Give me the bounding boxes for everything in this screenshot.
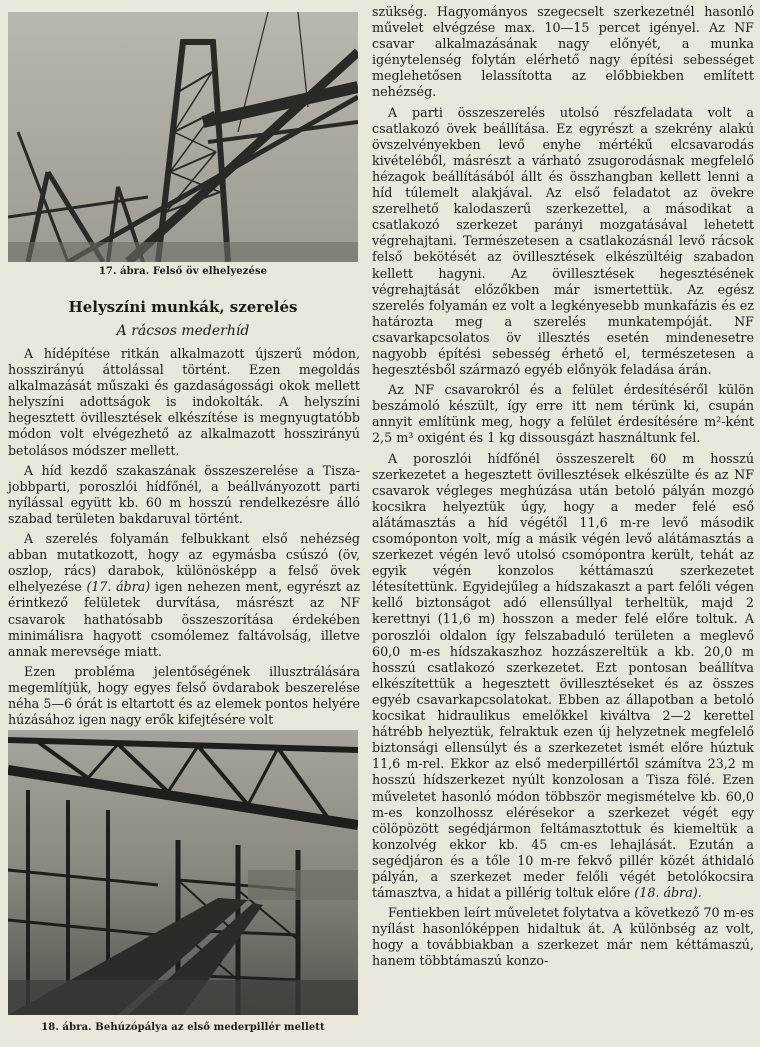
section-heading: Helyszíni munkák, szerelés bbox=[68, 298, 298, 316]
right-column bbox=[370, 0, 756, 1047]
paragraph-text: igen nehezen ment, egyrészt az érintkező felületek durvítása, másrészt az NF csavarok hathatósabb összeszorítása érdekében minimálisra hagyott csomólemez faltávolság, illetve annak merevsége miatt. bbox=[8, 579, 360, 659]
figure-reference: (17. ábra) bbox=[86, 579, 151, 595]
figure-17-photo bbox=[8, 12, 358, 262]
paragraph: A parti összeszerelés utolsó részfeladata volt a csatlakozó övek beállítása. Ez egyrészt a szekrény alakú övszelvényekben levő enyhe mértékű elcsavarodás kivételéből, másrészt a várható zsugorodásnak megfelelő hézagok beállításából állt és összhangban kellett lenni a híd túlemelt alakjával. Az első feladatot az övekre szerelhető kalodaszerű szerkezettel, a másodikat a csatlakozó szerkezet parányi mozgatásával lehetett végrehajtani. Természetesen a csatlakozásnál levő rácsok felső bekötését az övillesztések elkészültéig szabadon kellett hagyni. Az övillesztések hegesztésének végrehajtását előzőkben már ismertettük. Az egész szerelés folyamán ez volt a legkényesebb munkafázis és ez határozta meg a szerelés munkatempóját. NF csavarkapcsolatos öv illesztés esetén mindenesetre nagyobb építési sebesség érhető el, természetesen a hegesztésből származó egyéb előnyök feladása árán. bbox=[372, 104, 754, 378]
paragraph: Ezen probléma jelentőségének illusztrálására megemlítjük, hogy egyes felső övdarabok beszerelése néha 5—6 órát is eltartott és az elemek pontos helyére húzásához igen nagy erők kifejtésére volt bbox=[8, 663, 360, 728]
figure-18-caption: 18. ábra. Behúzópálya az első mederpillér mellett bbox=[41, 1022, 325, 1033]
paragraph-text: A poroszlói hídfőnél összeszerelt 60 m hosszú szerkezetet a hegesztett övillesztések elkészülte és az NF csavarok végleges meghúzása után betoló pályán mozgó kocsikra helyeztük úgy, hogy a meder felé eső alátámasztás a híd végétől 11,6 m-re levő második csomóponton volt, míg a másik végén levő alátámasztás a szerkezet végén levő utolsó csomópontra került, tehát az egyik végén konzolos kéttámaszú szerkezetet létesítettünk. Egyidejűleg a hídszakaszt a part felőli végen kellő biztonságot adó ellensúllyal terheltük, majd 2 kerettnyi (11,6 m) hosszon a meder felé előre toltuk. A poroszlói oldalon így felszabaduló területen a meglevő 60,0 m-es hídszakaszhoz hozzászereltük a kb. 20,0 m hosszú csatlakozó szerkezetet. Ezt pontosan beállítva elkészítettük a hegesztett övillesztéseket és az összes egyéb csavarkapcsolatokat. Ebben az állapotban a betoló kocsikat hidraulikus emelőkkel kiváltva 2—2 kerettel hátrébb helyeztük, felraktuk ezen új helyzetnek megfelelő biztonsági ellensúlyt és a szerkezetet ismét előre húztuk 11,6 m-rel. Ekkor az első mederpillértől számítva 23,2 m hosszú hídszerkezet nyúlt konzolosan a Tisza fölé. Ezen műveletet hasonló módon többször megismételve kb. 60,0 m-es konzolhossz elérésekor a szerkezet végét egy cölöpözött segédjármon feltámasztottuk és kiemeltük a konzolvég ekkor kb. 45 cm-es lehajlását. Ezután a segédjáron és a tőle 10 m-re fekvő pillér közét áthidaló pályán, a szerkezet meder felőli végét betolókocsira támasztva, a hidat a pillérig toltuk előre bbox=[372, 450, 754, 901]
paragraph: Fentiekben leírt műveletet folytatva a következő 70 m-es nyílást hasonlóképpen hidaltuk át. A különbség az volt, hogy a továbbiakban a szerkezet már nem kéttámaszú, hanem többtámaszú konzo- bbox=[372, 905, 754, 969]
paragraph bbox=[8, 531, 360, 660]
right-column-text bbox=[372, 4, 754, 974]
section-subheading: A rácsos mederhíd bbox=[116, 323, 250, 339]
left-column bbox=[4, 0, 362, 1047]
figure-17-caption: 17. ábra. Felső öv elhelyezése bbox=[98, 266, 268, 277]
paragraph bbox=[372, 451, 754, 902]
left-column-text bbox=[8, 346, 360, 732]
paragraph: szükség. Hagyományos szegecselt szerkezetnél hasonló művelet elvégzése max. 10—15 percet igényel. Az NF csavar alkalmazásának nagy előnyét, a munka igénytelenség folytán elérhető nagy építési sebességet meglehetősen lelassította az előbbiekben említett nehézség. bbox=[372, 4, 754, 100]
paragraph: A híd kezdő szakaszának összeszerelése a Tisza-jobbparti, poroszlói hídfőnél, a beállványozott parti nyílással együtt kb. 60 m hosszú rendelkezésre álló szabad területen bakdaruval történt. bbox=[8, 462, 360, 526]
paragraph: Az NF csavarokról és a felület érdesítéséről külön beszámoló készült, így erre itt nem térünk ki, csupán annyit említünk meg, hogy a felület érdesítésére m²-ként 2,5 m³ oxigént és 1 kg dissousgázt használtunk fel. bbox=[372, 382, 754, 446]
crane-truss-photo bbox=[8, 12, 358, 262]
paragraph-text: A szerelés folyamán felbukkant első nehézség abban mutatkozott, hogy az egymásba csúszó (öv, oszlop, rács) darabok, különösképp a felső övek elhelyezése bbox=[8, 531, 360, 595]
figure-18-photo bbox=[8, 730, 358, 1015]
figure-reference: (18. ábra). bbox=[634, 885, 702, 901]
launching-track-photo bbox=[8, 730, 358, 1015]
paragraph: A hídépítése ritkán alkalmazott újszerű módon, hosszirányú áttolással történt. Ezen megoldás alkalmazását műszaki és gazdaságossági okok mellett helyszíni adottságok is indokolták. A helyszíni hegesztett övillesztések elkészítése is megnyugtatóbb módon volt elvégezhető az alkalmazott hosszirányú betolásos módszer mellett. bbox=[8, 346, 360, 458]
